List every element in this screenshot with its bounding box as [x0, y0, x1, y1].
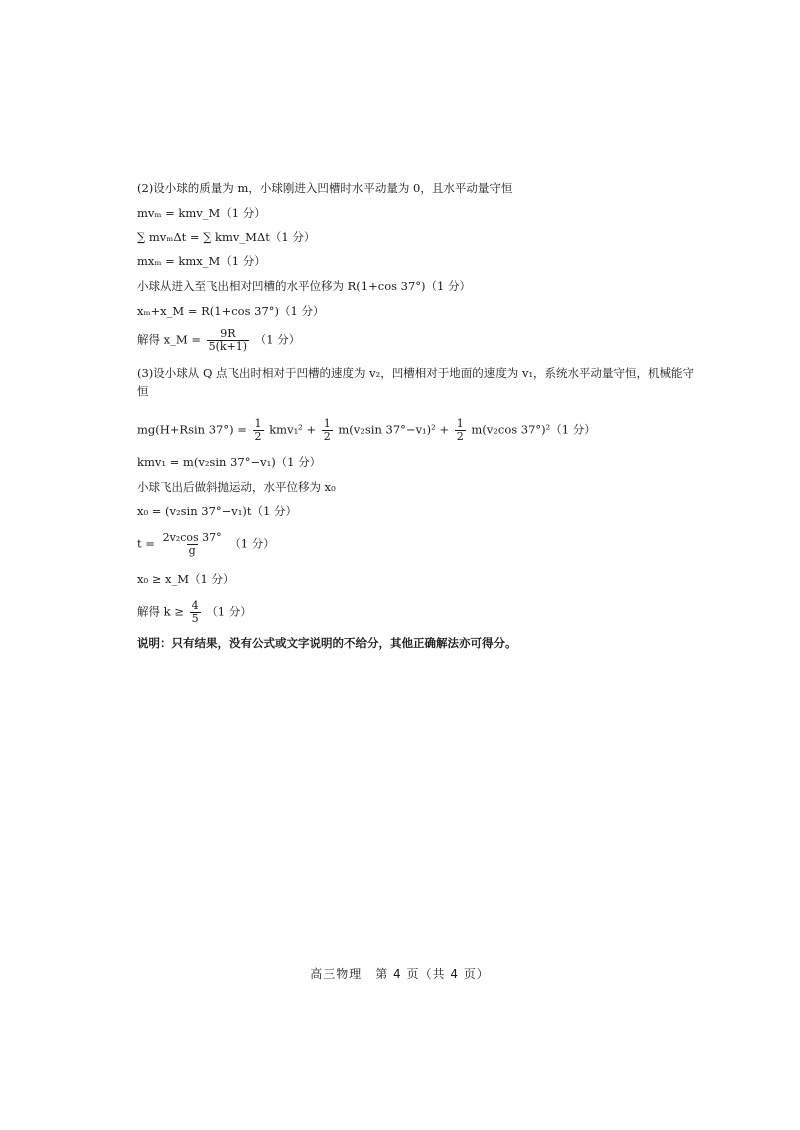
text-displacement: 小球从进入至飞出相对凹槽的水平位移为 R(1+cos 37°)（1 分）: [137, 279, 472, 293]
equation-7: kmv₁ = m(v₂sin 37°−v₁)（1 分）: [137, 455, 322, 469]
equation-6-part3: m(v₂cos 37°)²（1 分）: [471, 422, 596, 437]
fraction-numerator: 2v₂cos 37°: [162, 531, 222, 544]
equation-10: x₀ ≥ x_M（1 分）: [137, 572, 235, 586]
fraction-numerator: 1: [323, 417, 331, 430]
fraction-half-2: [322, 418, 333, 443]
equation-6: [137, 418, 596, 443]
equation-11-prefix: 解得 k ≥: [137, 604, 184, 619]
fraction-denominator: 2: [456, 430, 464, 443]
equation-11: [137, 600, 252, 625]
equation-9: [137, 532, 275, 557]
equation-2: ∑ mvₘΔt = ∑ kmv_MΔt（1 分）: [137, 230, 316, 244]
equation-4: xₘ+x_M = R(1+cos 37°)（1 分）: [137, 304, 325, 318]
fraction-numerator: 1: [254, 417, 262, 430]
fraction-result: [190, 600, 201, 625]
part3-intro: (3)设小球从 Q 点飞出时相对于凹槽的速度为 v₂，凹槽相对于地面的速度为 v₁，系统水平动量守恒，机械能守恒: [137, 366, 695, 398]
text-projectile: 小球飞出后做斜抛运动，水平位移为 x₀: [137, 480, 336, 494]
equation-6-part2: m(v₂sin 37°−v₁)² +: [338, 422, 450, 437]
fraction-time: [161, 532, 224, 557]
equation-9-suffix: （1 分）: [229, 536, 275, 551]
equation-1: mvₘ = kmv_M（1 分）: [137, 206, 266, 220]
fraction-denominator: 5(k+1): [208, 340, 248, 353]
fraction-numerator: 4: [191, 599, 199, 612]
equation-11-suffix: （1 分）: [206, 604, 252, 619]
fraction-half-3: [455, 418, 466, 443]
equation-9-prefix: t =: [137, 536, 155, 551]
fraction-half-1: [253, 418, 264, 443]
fraction-denominator: 2: [254, 430, 262, 443]
equation-3: mxₘ = kmx_M（1 分）: [137, 254, 266, 268]
grading-note: 说明：只有结果，没有公式或文字说明的不给分，其他正确解法亦可得分。: [137, 636, 517, 650]
fraction-numerator: 1: [456, 417, 464, 430]
part2-intro: (2)设小球的质量为 m，小球刚进入凹槽时水平动量为 0，且水平动量守恒: [137, 181, 513, 195]
equation-5-suffix: （1 分）: [254, 332, 301, 347]
fraction-9r: [207, 328, 249, 353]
equation-6-prefix: mg(H+Rsin 37°) =: [137, 422, 247, 437]
fraction-denominator: 5: [191, 612, 199, 625]
equation-5: [137, 328, 300, 353]
equation-8: x₀ = (v₂sin 37°−v₁)t（1 分）: [137, 504, 297, 518]
fraction-denominator: 2: [323, 430, 331, 443]
equation-5-prefix: 解得 x_M =: [137, 332, 201, 347]
fraction-numerator: 9R: [220, 327, 236, 340]
fraction-denominator: g: [188, 544, 196, 557]
equation-6-part1: kmv₁² +: [269, 422, 317, 437]
page-footer: 高三物理 第 4 页（共 4 页）: [310, 967, 490, 981]
